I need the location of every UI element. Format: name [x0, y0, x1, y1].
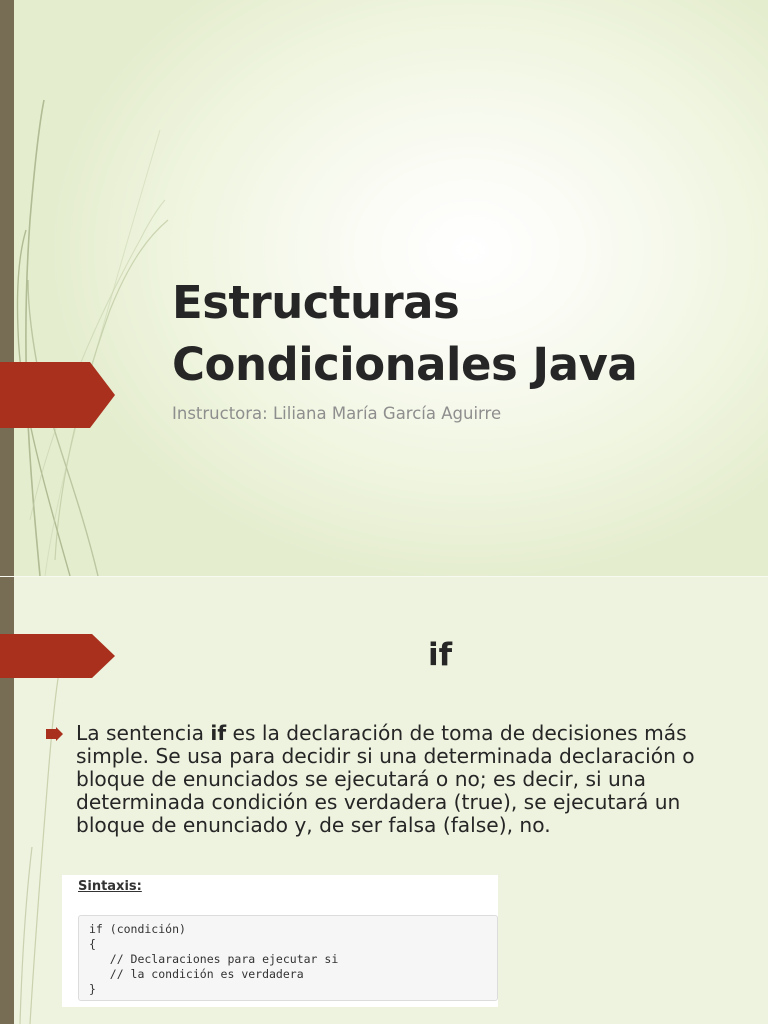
bullet-suffix: es la declaración de toma de decisiones más simple. Se usa para decidir si una determinada declaración o bloque de enunciados se ejecutará o no; es decir, si una determinada condición es verdadera (true), se ejecutará un bloque de enunciado y, de ser falsa (false), no. [76, 721, 695, 837]
content-slide [0, 577, 768, 1024]
syntax-label: Sintaxis: [78, 879, 142, 894]
decorative-curves [0, 0, 200, 576]
code-line: { [89, 937, 96, 951]
code-line: // Declaraciones para ejecutar si [89, 952, 339, 966]
syntax-image [62, 875, 498, 1007]
code-line: // la condición es verdadera [89, 967, 304, 981]
bullet-arrow-icon [46, 727, 64, 741]
code-line: } [89, 982, 96, 996]
slide-title [172, 272, 732, 396]
slide-heading: if [427, 637, 453, 673]
bullet-prefix: La sentencia [76, 721, 211, 745]
left-accent-bar [0, 0, 14, 576]
code-block [78, 915, 498, 1001]
title-line-1: Estructuras [172, 276, 460, 329]
code-line: if (condición) [89, 922, 186, 936]
title-line-2: Condicionales Java [172, 338, 638, 391]
bullet-keyword: if [210, 721, 227, 745]
slide-subtitle: Instructora: Liliana María García Aguirre [172, 404, 502, 423]
bullet-text [76, 722, 726, 837]
arrow-tab-icon [0, 362, 115, 428]
